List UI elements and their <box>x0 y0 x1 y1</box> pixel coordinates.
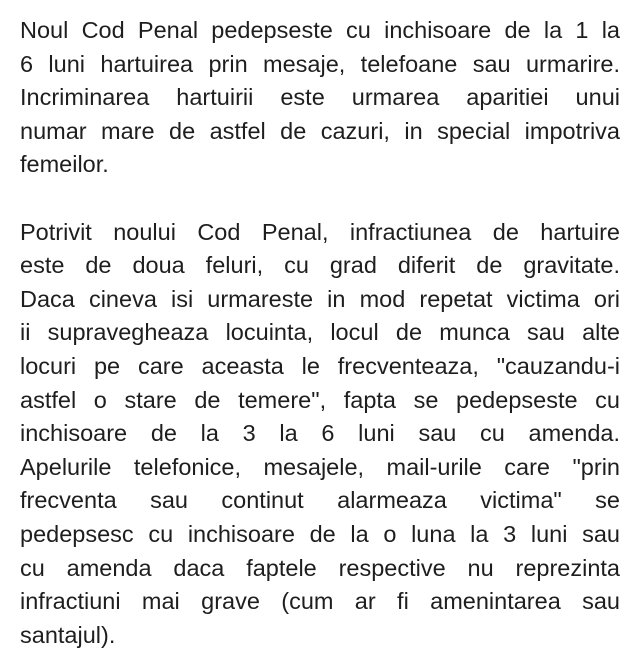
text-line: Incriminarea hartuirii este urmarea aparitiei unui <box>20 84 620 111</box>
text-line: frecventa sau continut alarmeaza victima" se <box>20 487 620 514</box>
text-line: Potrivit noului Cod Penal, infractiunea de hartuire <box>20 218 620 245</box>
text-line: ii supravegheaza locuinta, locul de munca sau alte <box>20 319 620 346</box>
text-line: este de doua feluri, cu grad diferit de gravitate. <box>20 252 620 279</box>
paragraph-gap <box>20 182 620 216</box>
text-line: Daca cineva isi urmareste in mod repetat victima ori <box>20 285 620 312</box>
text-line: Noul Cod Penal pedepseste cu inchisoare de la 1 la <box>20 17 620 43</box>
text-line: cu amenda daca faptele respective nu reprezinta <box>20 554 620 581</box>
paragraph-2 <box>20 216 620 652</box>
text-line: 6 luni hartuirea prin mesaje, telefoane sau urmarire. <box>20 50 620 77</box>
text-line: Apelurile telefonice, mesajele, mail-urile care "prin <box>20 453 620 480</box>
paragraph-1 <box>20 14 620 182</box>
text-line: astfel o stare de temere", fapta se pedepseste cu <box>20 386 620 413</box>
text-line: inchisoare de la 3 la 6 luni sau cu amenda. <box>20 420 620 447</box>
text-line: femeilor. <box>20 151 109 178</box>
text-line: pedepsesc cu inchisoare de la o luna la 3 luni sau <box>20 520 620 547</box>
text-line: numar mare de astfel de cazuri, in special impotriva <box>20 117 620 144</box>
text-line: infractiuni mai grave (cum ar fi amenintarea sau <box>20 588 620 615</box>
text-line: santajul). <box>20 621 116 648</box>
text-line: locuri pe care aceasta le frecventeaza, "cauzandu-i <box>20 352 620 379</box>
article-text <box>20 14 620 652</box>
